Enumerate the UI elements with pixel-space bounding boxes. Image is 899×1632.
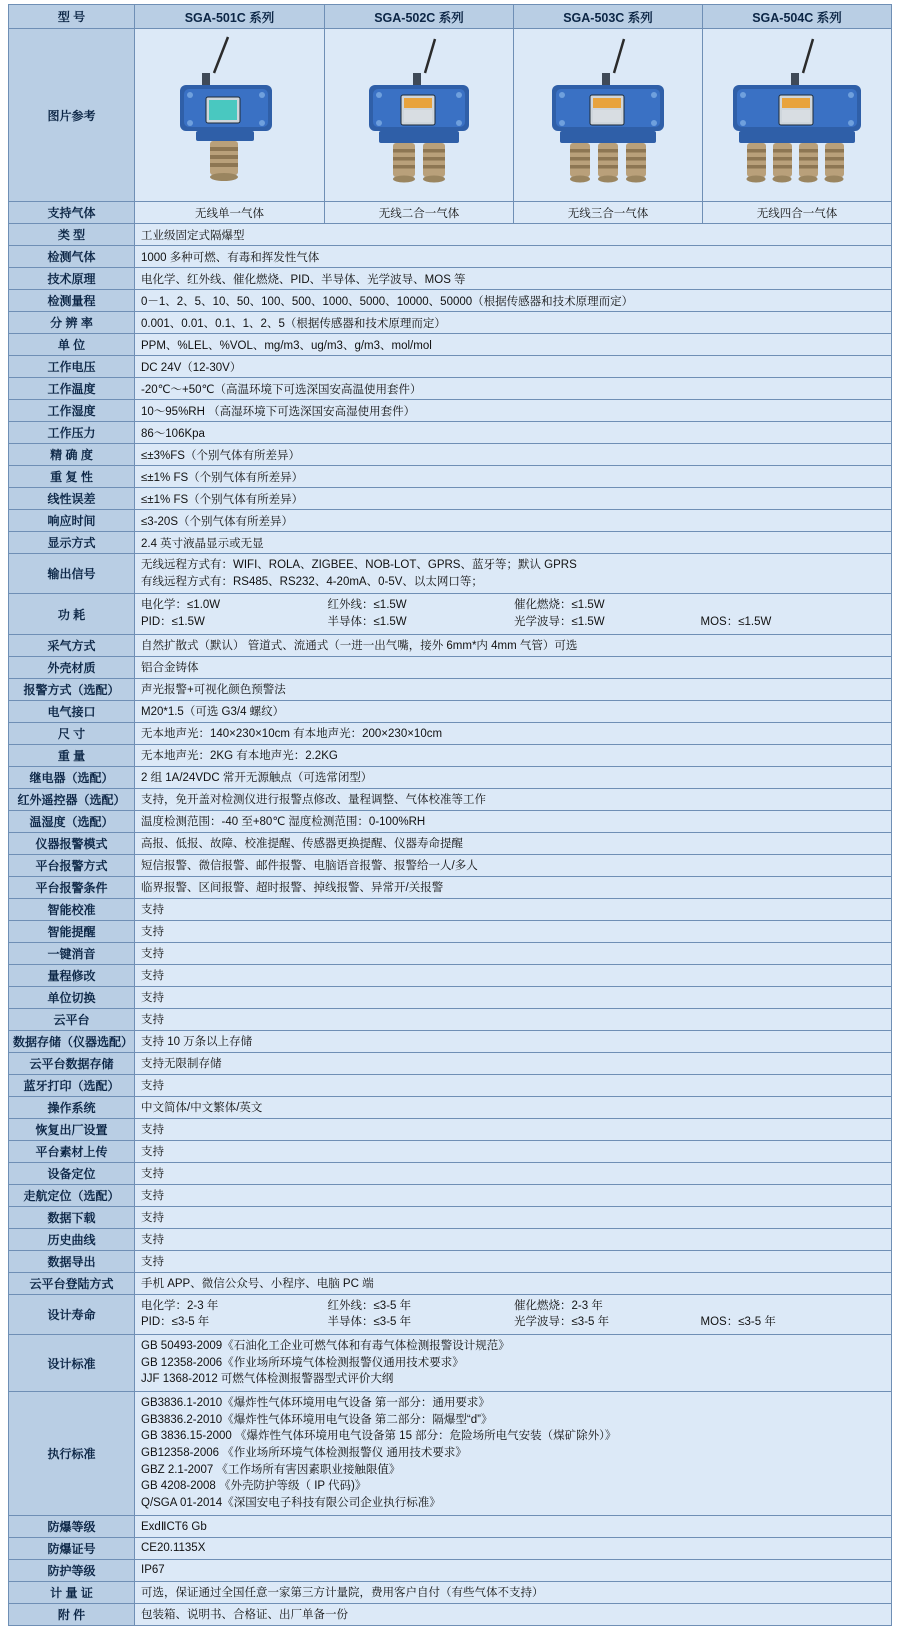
standard-line: GB 3836.15-2000 《爆炸性气体环境用电气设备第 15 部分：危险场所电气安装（煤矿除外）》 [141, 1430, 617, 1443]
life-val: ≤3-5 年 [373, 1299, 412, 1312]
spec-label: 采气方式 [9, 634, 135, 656]
spec-value: 0.001、0.01、0.1、1、2、5（根据传感器和技术原理而定） [135, 312, 892, 334]
detector-illustration-2 [339, 29, 499, 201]
spec-value: ≤3-20S（个别气体有所差异） [135, 510, 892, 532]
spec-label: 工作压力 [9, 422, 135, 444]
spec-label: 历史曲线 [9, 1228, 135, 1250]
spec-row [9, 1030, 892, 1052]
power-key: 光学波导： [514, 616, 572, 629]
spec-value: 可选，保证通过全国任意一家第三方计量院，费用客户自付（有些气体不支持） [135, 1581, 892, 1603]
power-cell [328, 614, 515, 631]
power-val: ≤1.5W [571, 599, 605, 612]
design-standard-row [9, 1335, 892, 1392]
model-label: 型 号 [9, 5, 135, 29]
spec-label: 工作温度 [9, 378, 135, 400]
spec-label: 类 型 [9, 224, 135, 246]
spec-label: 操作系统 [9, 1096, 135, 1118]
device-image-4 [703, 29, 892, 202]
standard-line: GB3836.2-2010《爆炸性气体环境用电气设备 第二部分：隔爆型“d”》 [141, 1413, 493, 1426]
spec-row [9, 1074, 892, 1096]
spec-value: 支持 [135, 1184, 892, 1206]
spec-label: 检测量程 [9, 290, 135, 312]
power-val: ≤1.5W [373, 616, 407, 629]
spec-label: 检测气体 [9, 246, 135, 268]
power-cell [701, 597, 888, 614]
spec-value: 0－1、2、5、10、50、100、500、1000、5000、10000、50000（根据传感器和技术原理而定） [135, 290, 892, 312]
spec-label: 一键消音 [9, 942, 135, 964]
spec-label: 精 确 度 [9, 444, 135, 466]
spec-label: 尺 寸 [9, 722, 135, 744]
gas-support-row [9, 202, 892, 224]
spec-value: 支持 10 万条以上存储 [135, 1030, 892, 1052]
model-column-4: SGA-504C 系列 [703, 5, 892, 29]
design-life-row [9, 1294, 892, 1334]
spec-value: CE20.1135X [135, 1537, 892, 1559]
exec-standard-row [9, 1392, 892, 1516]
spec-label: 附 件 [9, 1603, 135, 1625]
spec-row [9, 312, 892, 334]
power-line-2 [141, 614, 887, 631]
design-standard-value [135, 1335, 892, 1392]
spec-row [9, 1581, 892, 1603]
life-cell [514, 1314, 701, 1331]
life-cell [514, 1298, 701, 1315]
spec-label: 设备定位 [9, 1162, 135, 1184]
spec-label: 单 位 [9, 334, 135, 356]
spec-row [9, 832, 892, 854]
life-cell [701, 1314, 888, 1331]
spec-row [9, 1228, 892, 1250]
spec-row [9, 942, 892, 964]
spec-value: 短信报警、微信报警、邮件报警、电脑语音报警、报警给一人/多人 [135, 854, 892, 876]
spec-value: ExdⅡCT6 Gb [135, 1515, 892, 1537]
spec-row [9, 744, 892, 766]
spec-label: 智能校准 [9, 898, 135, 920]
spec-row [9, 876, 892, 898]
power-label: 功 耗 [9, 594, 135, 634]
image-reference-label: 图片参考 [9, 29, 135, 202]
spec-label: 温湿度（选配） [9, 810, 135, 832]
spec-row [9, 722, 892, 744]
life-key: MOS： [700, 1316, 739, 1329]
spec-label: 智能提醒 [9, 920, 135, 942]
spec-row [9, 1206, 892, 1228]
detector-illustration-4 [713, 29, 881, 201]
power-key: 红外线： [327, 599, 374, 612]
image-reference-row [9, 29, 892, 202]
spec-value: 高报、低报、故障、校准提醒、传感器更换提醒、仪器寿命提醒 [135, 832, 892, 854]
spec-value: 无本地声光：140×230×10cm 有本地声光：200×230×10cm [135, 722, 892, 744]
spec-value: 支持 [135, 1008, 892, 1030]
standard-line: GB12358-2006 《作业场所环境气体检测报警仪 通用技术要求》 [141, 1447, 467, 1460]
spec-label: 走航定位（选配） [9, 1184, 135, 1206]
device-image-2 [325, 29, 514, 202]
exec-standard-label: 执行标准 [9, 1392, 135, 1516]
spec-value: 自然扩散式（默认） 管道式、流通式（一进一出气嘴，接外 6mm*内 4mm 气管）可选 [135, 634, 892, 656]
life-key: PID： [141, 1316, 172, 1329]
spec-value: DC 24V（12-30V） [135, 356, 892, 378]
power-key: PID： [141, 616, 172, 629]
power-val: ≤1.5W [738, 616, 772, 629]
output-signal-line-1: 无线远程方式有：WIFI、ROLA、ZIGBEE、NOB-LOT、GPRS、蓝牙等；默认 GPRS [141, 559, 577, 571]
spec-label: 数据存储（仪器选配） [9, 1030, 135, 1052]
spec-value: PPM、%LEL、%VOL、mg/m3、ug/m3、g/m3、mol/mol [135, 334, 892, 356]
spec-label: 防护等级 [9, 1559, 135, 1581]
spec-label: 技术原理 [9, 268, 135, 290]
life-val: ≤3-5 年 [171, 1316, 210, 1329]
standard-line: GBZ 2.1-2007 《工作场所有害因素职业接触限值》 [141, 1463, 401, 1476]
spec-value: 支持 [135, 986, 892, 1008]
power-cell [328, 597, 515, 614]
power-val: ≤1.0W [187, 599, 221, 612]
spec-row [9, 1272, 892, 1294]
output-signal-label: 输出信号 [9, 554, 135, 594]
spec-label: 云平台 [9, 1008, 135, 1030]
output-signal-row [9, 554, 892, 594]
spec-label: 工作电压 [9, 356, 135, 378]
spec-row [9, 810, 892, 832]
spec-value: 临界报警、区间报警、超时报警、掉线报警、异常开/关报警 [135, 876, 892, 898]
life-key: 电化学： [141, 1299, 187, 1312]
spec-value: 2.4 英寸液晶显示或无显 [135, 532, 892, 554]
spec-row [9, 532, 892, 554]
spec-row [9, 1184, 892, 1206]
output-signal-value [135, 554, 892, 594]
spec-value: 支持 [135, 898, 892, 920]
power-key: 半导体： [327, 616, 374, 629]
spec-value: 支持 [135, 1250, 892, 1272]
spec-label: 外壳材质 [9, 656, 135, 678]
spec-row [9, 246, 892, 268]
life-val: ≤3-5 年 [738, 1316, 776, 1329]
spec-row [9, 1118, 892, 1140]
life-key: 红外线： [327, 1299, 374, 1312]
design-life-line-2 [141, 1314, 887, 1331]
spec-row [9, 356, 892, 378]
spec-label: 单位切换 [9, 986, 135, 1008]
spec-row [9, 678, 892, 700]
standard-line: GB 50493-2009《石油化工企业可燃气体和有毒气体检测报警设计规范》 [141, 1340, 510, 1353]
spec-row [9, 1537, 892, 1559]
spec-value: 支持 [135, 942, 892, 964]
spec-row [9, 920, 892, 942]
spec-row [9, 854, 892, 876]
spec-row [9, 898, 892, 920]
spec-value: 支持 [135, 1162, 892, 1184]
life-cell [328, 1314, 515, 1331]
gas-support-value-1: 无线单一气体 [135, 202, 325, 224]
gas-support-value-2: 无线二合一气体 [325, 202, 514, 224]
spec-row [9, 1140, 892, 1162]
spec-row [9, 1559, 892, 1581]
spec-value: 无本地声光：2KG 有本地声光：2.2KG [135, 744, 892, 766]
spec-label: 平台素材上传 [9, 1140, 135, 1162]
standard-line: Q/SGA 01-2014《深国安电子科技有限公司企业执行标准》 [141, 1497, 441, 1510]
life-cell [328, 1298, 515, 1315]
spec-label: 量程修改 [9, 964, 135, 986]
spec-value: 包装箱、说明书、合格证、出厂单备一份 [135, 1603, 892, 1625]
spec-value: 2 组 1A/24VDC 常开无源触点（可选常闭型） [135, 766, 892, 788]
spec-value: 支持 [135, 1206, 892, 1228]
life-key: 半导体： [327, 1316, 374, 1329]
life-cell [141, 1314, 328, 1331]
spec-label: 响应时间 [9, 510, 135, 532]
spec-value: 温度检测范围：-40 至+80℃ 湿度检测范围：0-100%RH [135, 810, 892, 832]
design-standard-label: 设计标准 [9, 1335, 135, 1392]
spec-value: 支持 [135, 1118, 892, 1140]
spec-label: 重 量 [9, 744, 135, 766]
spec-label: 继电器（选配） [9, 766, 135, 788]
gas-support-label: 支持气体 [9, 202, 135, 224]
spec-value: 10～95%RH （高湿环境下可选深国安高湿使用套件） [135, 400, 892, 422]
standard-line: GB3836.1-2010《爆炸性气体环境用电气设备 第一部分：通用要求》 [141, 1397, 490, 1410]
standard-line: GB 4208-2008 《外壳防护等级（ IP 代码)》 [141, 1480, 367, 1493]
exec-standard-value [135, 1392, 892, 1516]
spec-row [9, 224, 892, 246]
spec-label: 防爆等级 [9, 1515, 135, 1537]
spec-label: 工作湿度 [9, 400, 135, 422]
model-column-2: SGA-502C 系列 [325, 5, 514, 29]
specification-table [8, 4, 892, 1626]
device-image-1 [135, 29, 325, 202]
spec-value: M20*1.5（可选 G3/4 螺纹） [135, 700, 892, 722]
spec-row [9, 268, 892, 290]
spec-value: 支持 [135, 964, 892, 986]
power-val: ≤1.5W [373, 599, 407, 612]
life-key: 催化燃烧： [514, 1299, 572, 1312]
spec-value: 86～106Kpa [135, 422, 892, 444]
spec-value: ≤±3%FS（个别气体有所差异） [135, 444, 892, 466]
spec-label: 重 复 性 [9, 466, 135, 488]
spec-label: 平台报警条件 [9, 876, 135, 898]
spec-label: 线性误差 [9, 488, 135, 510]
spec-label: 分 辨 率 [9, 312, 135, 334]
power-cell [141, 597, 328, 614]
spec-value: 支持 [135, 1074, 892, 1096]
life-val: 2-3 年 [187, 1299, 219, 1312]
spec-value: 手机 APP、微信公众号、小程序、电脑 PC 端 [135, 1272, 892, 1294]
spec-row [9, 1162, 892, 1184]
spec-value: 支持 [135, 1228, 892, 1250]
spec-value: 工业级固定式隔爆型 [135, 224, 892, 246]
standard-line: GB 12358-2006《作业场所环境气体检测报警仪通用技术要求》 [141, 1356, 464, 1369]
spec-value: IP67 [135, 1559, 892, 1581]
spec-value: ≤±1% FS（个别气体有所差异） [135, 488, 892, 510]
power-cell [141, 614, 328, 631]
power-cell [701, 614, 888, 631]
spec-value: 支持无限制存储 [135, 1052, 892, 1074]
design-life-line-1 [141, 1298, 887, 1315]
spec-row [9, 766, 892, 788]
spec-value: 电化学、红外线、催化燃烧、PID、半导体、光学波导、MOS 等 [135, 268, 892, 290]
power-key: 电化学： [141, 599, 187, 612]
power-cell [514, 614, 701, 631]
spec-label: 红外遥控器（选配） [9, 788, 135, 810]
life-cell [701, 1298, 888, 1315]
spec-label: 电气接口 [9, 700, 135, 722]
model-column-3: SGA-503C 系列 [514, 5, 703, 29]
spec-row [9, 466, 892, 488]
device-image-3 [514, 29, 703, 202]
power-val: ≤1.5W [171, 616, 205, 629]
output-signal-line-2: 有线远程方式有：RS485、RS232、4-20mA、0-5V、以太网口等； [141, 575, 483, 588]
power-val: ≤1.5W [571, 616, 605, 629]
life-key: 光学波导： [514, 1316, 572, 1329]
spec-row [9, 422, 892, 444]
life-val: 2-3 年 [571, 1299, 603, 1312]
spec-row [9, 656, 892, 678]
gas-support-value-3: 无线三合一气体 [514, 202, 703, 224]
standard-line: JJF 1368-2012 可燃气体检测报警器型式评价大纲 [141, 1373, 394, 1386]
spec-row [9, 444, 892, 466]
spec-value: 支持 [135, 1140, 892, 1162]
spec-label: 仪器报警模式 [9, 832, 135, 854]
spec-label: 计 量 证 [9, 1581, 135, 1603]
spec-label: 报警方式（选配） [9, 678, 135, 700]
power-line-1 [141, 597, 887, 614]
power-row [9, 594, 892, 634]
spec-value: 1000 多种可燃、有毒和挥发性气体 [135, 246, 892, 268]
spec-row [9, 510, 892, 532]
spec-row [9, 1250, 892, 1272]
spec-label: 云平台数据存储 [9, 1052, 135, 1074]
spec-row [9, 634, 892, 656]
spec-row [9, 1052, 892, 1074]
spec-value: 铝合金铸体 [135, 656, 892, 678]
spec-label: 平台报警方式 [9, 854, 135, 876]
spec-row [9, 700, 892, 722]
spec-label: 云平台登陆方式 [9, 1272, 135, 1294]
spec-value: 中文简体/中文繁体/英文 [135, 1096, 892, 1118]
gas-support-value-4: 无线四合一气体 [703, 202, 892, 224]
design-life-label: 设计寿命 [9, 1294, 135, 1334]
spec-row [9, 290, 892, 312]
spec-row [9, 1008, 892, 1030]
spec-value: 支持 [135, 920, 892, 942]
life-val: ≤3-5 年 [571, 1316, 610, 1329]
spec-row [9, 488, 892, 510]
table-header-row [9, 5, 892, 29]
spec-value: -20℃～+50℃（高温环境下可选深国安高温使用套件） [135, 378, 892, 400]
spec-value: ≤±1% FS（个别气体有所差异） [135, 466, 892, 488]
spec-label: 数据导出 [9, 1250, 135, 1272]
spec-row [9, 334, 892, 356]
power-cell [514, 597, 701, 614]
spec-row [9, 986, 892, 1008]
detector-illustration-3 [528, 29, 688, 201]
design-life-value [135, 1294, 892, 1334]
spec-row [9, 1515, 892, 1537]
spec-label: 恢复出厂设置 [9, 1118, 135, 1140]
power-value [135, 594, 892, 634]
spec-row [9, 400, 892, 422]
spec-label: 蓝牙打印（选配） [9, 1074, 135, 1096]
spec-value: 支持，免开盖对检测仪进行报警点修改、量程调整、气体校准等工作 [135, 788, 892, 810]
detector-illustration-1 [150, 29, 310, 201]
power-key: 催化燃烧： [514, 599, 572, 612]
spec-row [9, 964, 892, 986]
model-column-1: SGA-501C 系列 [135, 5, 325, 29]
power-key: MOS： [700, 616, 739, 629]
spec-label: 显示方式 [9, 532, 135, 554]
spec-label: 数据下载 [9, 1206, 135, 1228]
spec-row [9, 1603, 892, 1625]
spec-row [9, 1096, 892, 1118]
spec-value: 声光报警+可视化颜色预警法 [135, 678, 892, 700]
spec-label: 防爆证号 [9, 1537, 135, 1559]
spec-row [9, 378, 892, 400]
life-val: ≤3-5 年 [373, 1316, 412, 1329]
life-cell [141, 1298, 328, 1315]
spec-row [9, 788, 892, 810]
